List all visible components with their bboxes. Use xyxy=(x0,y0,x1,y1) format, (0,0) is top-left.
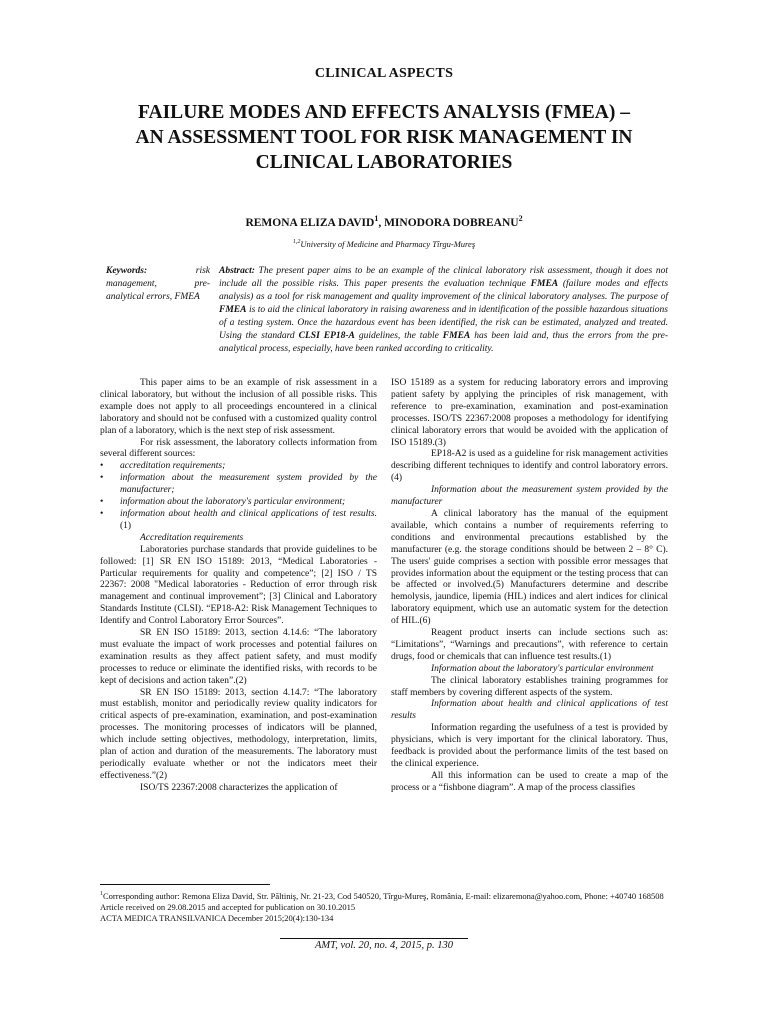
abstract-clsi: CLSI EP18-A xyxy=(298,331,355,341)
author-1: REMONA ELIZA DAVID xyxy=(245,216,375,229)
footnote-journal: ACTA MEDICA TRANSILVANICA December 2015;20(4):130-134 xyxy=(100,912,334,923)
footnotes xyxy=(100,889,670,924)
author-1-marker: 1 xyxy=(374,214,379,223)
keywords-block xyxy=(106,265,210,304)
left-paragraph-3: Laboratories purchase standards that provide guidelines to be followed: [1] SR EN ISO 15189: 2013, “Medical Laboratories - Particular requirements for quality and competence”; [2] ISO / TS 22367: 2008 "Medical laboratories - Reduction of error through risk management and continual improvement”; [3] Clinical and Laboratory Standards Institute (CLSI). “EP18-A2: Risk Management Techniques to Identify and Control Laboratory Error Sources”. xyxy=(100,544,377,627)
bullet-icon: • xyxy=(100,497,104,508)
right-paragraph-6: Information regarding the usefulness of a test is provided by physicians, which is very important for the clinical laboratory. Thus, feedback is provided about the performance limits of the test based on the clinical experience. xyxy=(391,723,668,769)
footnote-marker: 1 xyxy=(100,891,103,897)
right-column xyxy=(391,378,668,795)
footnote-corresponding-author: $^1$Corresponding author: Remona Eliza David, Str. Păltiniş, Nr. 21-23, Cod 540520, Tîrgu-Mureş, România, E-mail: elizaremona@yahoo.com, Phone: +40740 168508 xyxy=(100,890,664,901)
list-item: • information about the laboratory's particular environment; xyxy=(100,497,346,508)
sources-list xyxy=(100,461,377,532)
keywords-text: risk management, pre-analytical errors, FMEA xyxy=(106,266,210,302)
right-paragraph-7: All this information can be used to create a map of the process or a “fishbone diagram”. A map of the process classifies xyxy=(391,770,668,793)
subheading-clinical-applications: Information about health and clinical applications of test results xyxy=(391,699,668,722)
author-2-marker: 2 xyxy=(518,214,523,223)
abstract-label: Abstract: xyxy=(219,266,255,276)
article-title xyxy=(90,100,678,175)
abstract-part-4: guidelines, the table xyxy=(358,331,439,341)
list-item-reference: (1) xyxy=(120,520,132,531)
author-separator: , xyxy=(378,216,385,229)
affiliation-marker: 1,2 xyxy=(292,239,301,246)
right-paragraph-4: Reagent product inserts can include sections such as: “Limitations”, “Warnings and precautions”, with reference to certain drugs, food or chemicals that can influence test results.(1) xyxy=(391,628,668,662)
right-paragraph-5: The clinical laboratory establishes training programmes for staff members by covering different aspects of the system. xyxy=(391,675,668,698)
abstract-part-1: The present paper aims to be an example of the clinical laboratory risk assessment, though it does not include all the possible risks. This paper presents the evaluation technique xyxy=(219,266,668,289)
left-paragraph-2: For risk assessment, the laboratory collects information from several different sources: xyxy=(100,437,377,460)
left-column xyxy=(100,378,377,795)
abstract-fmea-1: FMEA xyxy=(530,279,559,289)
subheading-accreditation: Accreditation requirements xyxy=(140,532,244,543)
subheading-environment: Information about the laboratory's particular environment xyxy=(431,663,654,674)
right-paragraph-2: EP18-A2 is used as a guideline for risk management activities describing different techniques to identify and control laboratory errors.(4) xyxy=(391,449,668,484)
footnote-received: Article received on 29.08.2015 and accepted for publication on 30.10.2015 xyxy=(100,901,356,912)
bullet-icon: • xyxy=(100,461,104,472)
affiliation xyxy=(0,239,768,249)
bullet-icon: • xyxy=(100,508,104,519)
footer-divider xyxy=(280,938,468,939)
title-line-2: AN ASSESSMENT TOOL FOR RISK MANAGEMENT IN xyxy=(135,127,633,148)
page-footer-citation: AMT, vol. 20, no. 4, 2015, p. 130 xyxy=(314,940,454,951)
left-paragraph-1: This paper aims to be an example of risk assessment in a clinical laboratory, but without the inclusion of all possible risks. This example does not apply to all proceedings encountered in a clinical laboratory and should not be confused with a customized quality control plan of a laboratory, which is the next step of risk assessment. xyxy=(100,378,377,436)
section-heading: CLINICAL ASPECTS xyxy=(314,66,454,81)
left-paragraph-5: SR EN ISO 15189: 2013, section 4.14.7: “The laboratory must establish, monitor and periodically review quality indicators for critical aspects of pre-examination, examination, and post-examination processes. The monitoring processes of indicators will be planned, which include setting objectives, methodology, interpretation, limits, plan of action and duration of the measurements. The laboratory must periodically evaluate whether or not the indicators meet their effectiveness.”(2) xyxy=(100,687,377,781)
abstract-fmea-2: FMEA xyxy=(219,305,247,315)
left-paragraph-6: ISO/TS 22367:2008 characterizes the application of xyxy=(140,782,338,793)
list-item: • accreditation requirements; xyxy=(100,461,226,472)
keywords-label: Keywords: xyxy=(106,266,148,276)
right-paragraph-1: ISO 15189 as a system for reducing laboratory errors and improving patient safety by applying the principles of risk management, with reference to pre-examination, examination and post-examination processes. ISO/TS 22367:2008 proposes a methodology for identifying clinical laboratory errors that would be avoided with the application of ISO 15189.(3) xyxy=(391,378,668,448)
list-item: • information about health and clinical applications of test results.(1) xyxy=(100,508,377,531)
bullet-icon: • xyxy=(100,473,104,484)
author-list xyxy=(0,214,768,229)
left-paragraph-4: SR EN ISO 15189: 2013, section 4.14.6: “The laboratory must evaluate the impact of work processes and potential failures on examination results as they affect patient safety, and must modify processes to reduce or eliminate the identified risks, with records to be kept of decisions and action taken”.(2) xyxy=(100,628,377,686)
subheading-manufacturer: Information about the measurement system provided by the manufacturer xyxy=(391,485,668,508)
abstract-part-5: has been laid and, thus the errors from the pre-analytical process, especially, have been ranked according to criticality. xyxy=(219,331,668,354)
abstract-part-3: is to aid the clinical laboratory in raising awareness and in identification of the possible hazardous situations of a testing system. Once the hazardous event has been identified, the risk can be estimated, analyzed and treated. Using the standard xyxy=(219,305,668,341)
footnote-divider xyxy=(100,884,270,885)
author-2: MINODORA DOBREANU xyxy=(384,216,519,229)
affiliation-text: University of Medicine and Pharmacy Tîrgu-Mureş xyxy=(300,239,476,249)
abstract-fmea-3: FMEA xyxy=(442,331,471,341)
right-paragraph-3: A clinical laboratory has the manual of the equipment available, which contains a number of requirements referring to conditions and environmental precautions established by the manufacturer (e.g. the storage conditions should be between 2 – 8° C). The users' guide comprises a section with possible error messages that provides information about the equipment or the testing process that can be affected or involved.(5) Manufacturers determine and describe hemolysis, jaundice, lipemia (HIL) indices and alert indices for clinical laboratory equipment, which use an automatic system for the detection of HIL.(6) xyxy=(391,508,668,627)
title-line-1: FAILURE MODES AND EFFECTS ANALYSIS (FMEA) – xyxy=(138,102,630,123)
list-item: • information about the measurement system provided by the manufacturer; xyxy=(100,473,377,496)
abstract-block xyxy=(219,265,668,356)
abstract-part-2: (failure modes and effects analysis) as a tool for risk management and quality improvement of the clinical laboratory analyses. The purpose of xyxy=(219,279,669,302)
title-line-3: CLINICAL LABORATORIES xyxy=(255,152,513,173)
